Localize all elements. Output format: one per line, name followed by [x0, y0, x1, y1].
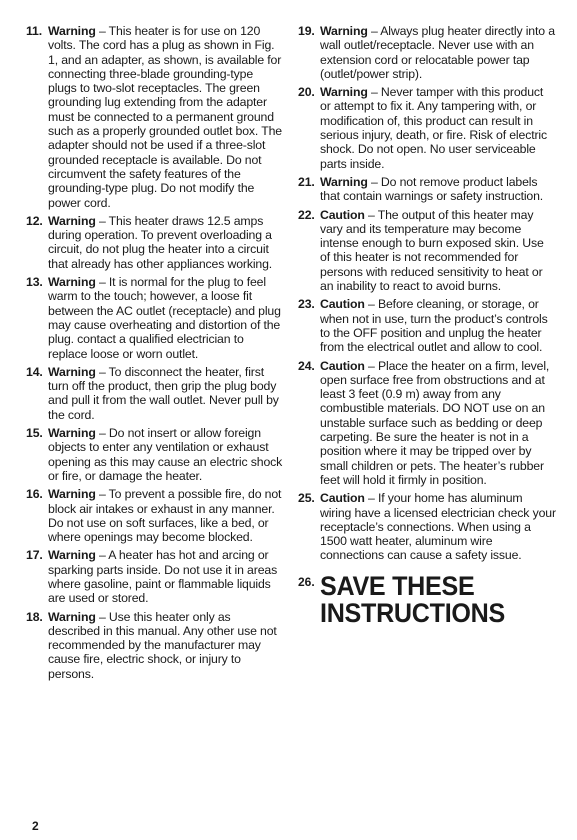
save-title-line-1: SAVE THESE [320, 570, 475, 601]
item-body: – Do not remove product labels that contain warnings or safety instruction. [320, 174, 544, 204]
item-body: – Place the heater on a firm, level, open surface free from obstructions and at least 3 feet (0.9 m) away from any combustible materials. DO NOT use on an unstable surface such as bedding or deep carpeting. Be sure the heater is not in a position where it may be tripped over by small children or pets. The heater’s rubber feet will hold it firmly in position. [320, 358, 550, 487]
item-body: – If your home has aluminum wiring have a licensed electrician check your receptacle’s connections. When using a 1500 watt heater, aluminum wire connections can cause a safety issue. [320, 491, 556, 563]
item-text [48, 548, 284, 605]
item-number: 15. [26, 426, 43, 441]
item-label: Caution [320, 297, 365, 312]
item-label: Caution [320, 358, 365, 373]
item-body: – This heater draws 12.5 amps during operation. To prevent overloading a circuit, do not plug the heater into a circuit that already has other appliances working. [48, 213, 273, 271]
item-text [48, 610, 284, 681]
item-body: – Never tamper with this product or attempt to fix it. Any tampering with, or modification of, this product can result in serious injury, death, or fire. Risk of electric shock. Do not open. No user serviceable parts inside. [320, 85, 547, 171]
item-label: Warning [320, 174, 368, 189]
item-number: 16. [26, 487, 43, 502]
item-label: Warning [48, 213, 96, 228]
item-label: Warning [320, 24, 368, 38]
item-label: Warning [48, 609, 96, 624]
item-body: – To prevent a possible fire, do not block air intakes or exhaust in any manner. Do not use on soft surfaces, like a bed, or where openings may become blocked. [48, 487, 282, 545]
caution-item-22 [298, 208, 556, 294]
item-text [48, 24, 284, 210]
item-body: – The output of this heater may vary and its temperature may become intense enough to burn exposed skin. Use of this heater is not recommended for persons with reduced sensitivity to heat or an inability to react to avoid burns. [320, 207, 544, 294]
item-body: – Use this heater only as described in this manual. Any other use not recommended by the manufacturer may cause fire, electric shock, or injury to persons. [48, 609, 277, 681]
item-text [48, 426, 284, 483]
item-text [320, 208, 556, 294]
item-number: 22. [298, 207, 315, 222]
item-body: – This heater is for use on 120 volts. The cord has a plug as shown in Fig. 1, and an adapter, as shown, is available for connecting three-blade grounding-type plugs to two-slot receptacles. The green grounding lug extending from the adapter must be connected to a permanent ground such as a properly grounded outlet box. The adapter should not be used if a three-slot grounded receptacle is available. Do not circumvent the safety features of the grounding-type plug. Do not modify the power cord. [48, 24, 282, 210]
item-text [320, 175, 556, 204]
item-number: 18. [26, 609, 43, 624]
item-body: – Do not insert or allow foreign objects to enter any ventilation or exhaust opening as this may cause an electric shock or fire, or damage the heater. [48, 426, 283, 483]
item-text [48, 275, 284, 361]
item-body: – It is normal for the plug to feel warm to the touch; however, a loose fit between the AC outlet (receptacle) and plug may cause overheating and distortion of the plug. contact a qualified electrician to replace loose or worn outlet. [48, 275, 281, 361]
warning-item-19 [298, 24, 556, 81]
item-number: 21. [298, 174, 315, 189]
item-number: 19. [298, 24, 315, 38]
warning-item-15 [26, 426, 284, 483]
warning-item-18 [26, 610, 284, 681]
item-number: 25. [298, 491, 315, 506]
right-column [298, 24, 556, 627]
item-number: 11. [26, 24, 42, 38]
item-label: Warning [48, 426, 96, 441]
warning-item-21 [298, 175, 556, 204]
page-number: 2 [32, 819, 39, 833]
save-title-line-2: INSTRUCTIONS [320, 597, 505, 628]
caution-item-23 [298, 297, 556, 354]
caution-item-24 [298, 359, 556, 488]
item-number: 12. [26, 213, 43, 228]
left-column [26, 24, 284, 685]
item-text [320, 359, 556, 488]
item-text [320, 491, 556, 562]
item-label: Caution [320, 491, 365, 506]
item-body: – Always plug heater directly into a wall outlet/receptacle. Never use with an extension cord or relocatable power tap (outlet/power strip). [320, 24, 555, 81]
item-text [48, 365, 284, 422]
item-number: 26. [298, 574, 315, 589]
warning-item-13 [26, 275, 284, 361]
save-instructions-heading [298, 570, 556, 628]
item-number: 14. [26, 364, 43, 379]
item-number: 23. [298, 297, 315, 312]
item-text [320, 24, 556, 81]
item-label: Warning [48, 275, 96, 290]
item-label: Caution [320, 207, 365, 222]
item-text [320, 85, 556, 171]
item-number: 24. [298, 358, 315, 373]
item-body: – To disconnect the heater, first turn off the product, then grip the plug body and pull it from the wall outlet. Never pull by the cord. [48, 364, 279, 422]
item-label: Warning [320, 85, 368, 100]
item-body: – Before cleaning, or storage, or when not in use, turn the product’s controls to the OFF position and unplug the heater from the electrical outlet and allow to cool. [320, 297, 548, 355]
caution-item-25 [298, 491, 556, 562]
item-text [320, 297, 556, 354]
item-label: Warning [48, 24, 96, 38]
warning-item-14 [26, 365, 284, 422]
item-number: 20. [298, 85, 315, 100]
warning-item-11 [26, 24, 284, 210]
item-text [48, 487, 284, 544]
item-number: 17. [26, 548, 43, 563]
save-title [320, 570, 505, 628]
item-label: Warning [48, 548, 96, 563]
item-body: – A heater has hot and arcing or sparking parts inside. Do not use it in areas where gasoline, paint or flammable liquids are used or stored. [48, 548, 278, 606]
warning-item-12 [26, 214, 284, 271]
item-text [48, 214, 284, 271]
warning-item-16 [26, 487, 284, 544]
warning-item-20 [298, 85, 556, 171]
item-label: Warning [48, 487, 96, 502]
item-number: 13. [26, 275, 43, 290]
item-label: Warning [48, 364, 96, 379]
warning-item-17 [26, 548, 284, 605]
